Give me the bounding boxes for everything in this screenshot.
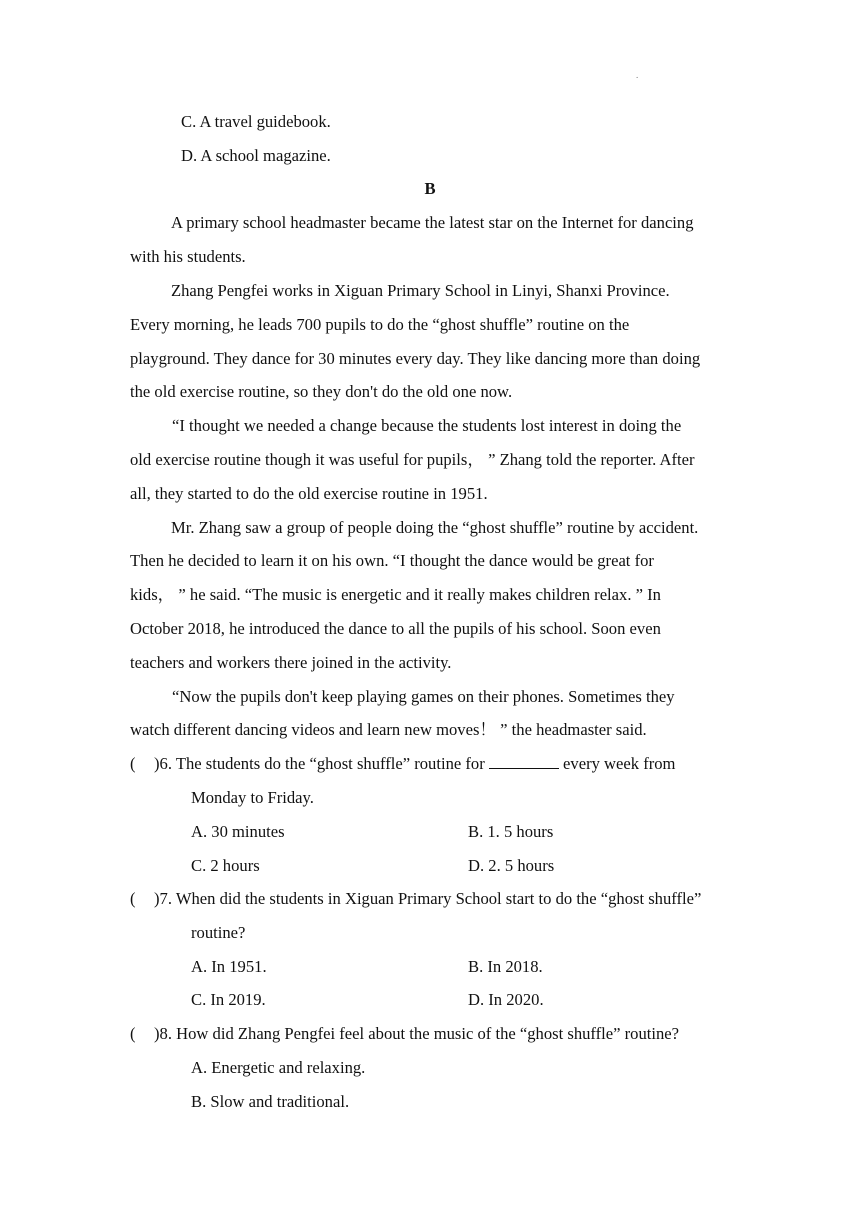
passage-line: Every morning, he leads 700 pupils to do the “ghost shuffle” routine on the — [130, 315, 630, 334]
passage-line: Then he decided to learn it on his own. “I thought the dance would be great for — [130, 551, 654, 570]
question-7-stem-cont: routine? — [191, 923, 246, 942]
corner-mark: . — [636, 70, 639, 80]
question-7-stem: ( )7. When did the students in Xiguan Primary School start to do the “ghost shuffle” — [130, 889, 702, 908]
question-7-option-d[interactable]: D. In 2020. — [468, 990, 544, 1009]
passage-line: all, they started to do the old exercise routine in 1951. — [130, 484, 488, 503]
passage-line: kids， ” he said. “The music is energetic and it really makes children relax. ” In — [130, 585, 661, 604]
question-6-option-c[interactable]: C. 2 hours — [191, 856, 260, 875]
answer-paren[interactable]: ( — [130, 754, 136, 773]
section-heading: B — [424, 179, 436, 198]
passage-line: “I thought we needed a change because the students lost interest in doing the — [172, 416, 682, 435]
passage-line: Zhang Pengfei works in Xiguan Primary School in Linyi, Shanxi Province. — [171, 281, 670, 300]
passage-line: the old exercise routine, so they don't do the old one now. — [130, 382, 513, 401]
answer-blank — [489, 754, 559, 769]
passage-line: A primary school headmaster became the latest star on the Internet for dancing — [171, 213, 694, 232]
question-6-stem-cont: Monday to Friday. — [191, 788, 314, 807]
passage-line: with his students. — [130, 247, 246, 266]
passage-line: old exercise routine though it was useful for pupils， ” Zhang told the reporter. After — [130, 450, 695, 469]
option-d-prev: D. A school magazine. — [181, 146, 331, 165]
passage-line: October 2018, he introduced the dance to all the pupils of his school. Soon even — [130, 619, 661, 638]
passage-line: teachers and workers there joined in the activity. — [130, 653, 452, 672]
option-c-prev: C. A travel guidebook. — [181, 112, 331, 131]
passage-line: playground. They dance for 30 minutes every day. They like dancing more than doing — [130, 349, 701, 368]
passage-line: watch different dancing videos and learn new moves！ ” the headmaster said. — [130, 720, 647, 739]
question-7-option-a[interactable]: A. In 1951. — [191, 957, 267, 976]
question-6-option-d[interactable]: D. 2. 5 hours — [468, 856, 555, 875]
question-7-option-c[interactable]: C. In 2019. — [191, 990, 266, 1009]
question-8-option-a[interactable]: A. Energetic and relaxing. — [191, 1058, 366, 1077]
question-8-stem: ( )8. How did Zhang Pengfei feel about the music of the “ghost shuffle” routine? — [130, 1024, 680, 1043]
question-6-option-b[interactable]: B. 1. 5 hours — [468, 822, 554, 841]
question-7-option-b[interactable]: B. In 2018. — [468, 957, 543, 976]
question-6-option-a[interactable]: A. 30 minutes — [191, 822, 285, 841]
question-6-stem: ( )6. The students do the “ghost shuffle” routine for every week from — [130, 754, 676, 773]
passage-line: “Now the pupils don't keep playing games on their phones. Sometimes they — [172, 687, 675, 706]
question-8-option-b[interactable]: B. Slow and traditional. — [191, 1092, 350, 1111]
answer-paren[interactable]: ( — [130, 889, 136, 908]
answer-paren[interactable]: ( — [130, 1024, 136, 1043]
passage-line: Mr. Zhang saw a group of people doing the “ghost shuffle” routine by accident. — [171, 518, 699, 537]
